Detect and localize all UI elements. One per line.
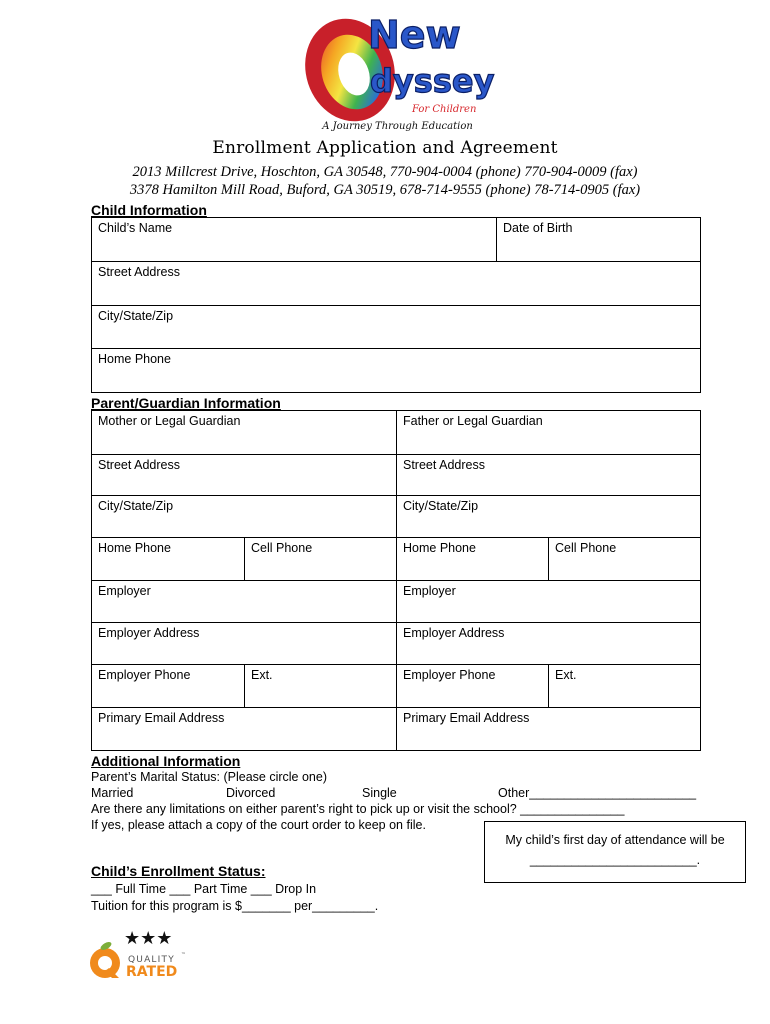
mother-home-phone-field[interactable]: [91, 537, 245, 581]
mother-street-label: Street Address: [98, 458, 180, 472]
enrollment-status-heading: Child’s Enrollment Status:: [91, 863, 266, 879]
child-phone-field[interactable]: [91, 348, 701, 393]
new-odyssey-logo: [300, 8, 495, 138]
father-employer-label: Employer: [403, 584, 456, 598]
mother-label: Mother or Legal Guardian: [98, 414, 241, 428]
mother-employer-address-field[interactable]: [91, 622, 397, 665]
enrollment-options[interactable]: ___ Full Time ___ Part Time ___ Drop In: [91, 882, 317, 896]
mother-employer-address-label: Employer Address: [98, 626, 200, 640]
dob-label: Date of Birth: [503, 221, 573, 235]
document-title: Enrollment Application and Agreement: [212, 138, 558, 158]
mother-email-label: Primary Email Address: [98, 711, 225, 725]
first-day-label: My child’s first day of attendance will be: [505, 833, 725, 847]
mother-city-field[interactable]: [91, 495, 397, 538]
marital-option-other[interactable]: Other________________________: [498, 786, 697, 800]
quality-rated-badge: [88, 928, 198, 984]
mother-employer-field[interactable]: [91, 580, 397, 623]
mother-home-phone-label: Home Phone: [98, 541, 171, 555]
father-ext-field[interactable]: [548, 664, 701, 708]
address-hoschton: 2013 Millcrest Drive, Hoschton, GA 30548, 770-904-0004 (phone) 770-904-0009 (fax): [132, 164, 638, 180]
limitations-question: Are there any limitations on either parent’s right to pick up or visit the school? _______________: [91, 802, 625, 816]
father-home-phone-field[interactable]: [396, 537, 549, 581]
mother-email-field[interactable]: [91, 707, 397, 751]
father-ext-label: Ext.: [555, 668, 577, 682]
marital-option-single[interactable]: Single: [362, 786, 397, 800]
svg-text:RATED: RATED: [126, 964, 178, 980]
svg-text:dyssey: dyssey: [370, 62, 495, 100]
father-cell-phone-field[interactable]: [548, 537, 701, 581]
dob-field[interactable]: [496, 217, 701, 262]
father-city-label: City/State/Zip: [403, 499, 479, 513]
mother-employer-phone-label: Employer Phone: [98, 668, 191, 682]
svg-text:For Children: For Children: [412, 104, 477, 115]
svg-text:QUALITY: QUALITY: [128, 955, 175, 965]
additional-info-heading: Additional Information: [91, 753, 241, 769]
father-home-phone-label: Home Phone: [403, 541, 476, 555]
child-street-label: Street Address: [98, 265, 180, 279]
mother-ext-field[interactable]: [244, 664, 397, 708]
father-street-label: Street Address: [403, 458, 485, 472]
marital-option-married[interactable]: Married: [91, 786, 134, 800]
child-phone-label: Home Phone: [98, 352, 171, 366]
first-day-blank: ________________________.: [529, 853, 701, 867]
father-label: Father or Legal Guardian: [403, 414, 543, 428]
child-city-label: City/State/Zip: [98, 309, 174, 323]
svg-text:★★★: ★★★: [124, 928, 173, 949]
mother-cell-phone-field[interactable]: [244, 537, 397, 581]
father-employer-address-field[interactable]: [396, 622, 701, 665]
father-employer-phone-field[interactable]: [396, 664, 549, 708]
marital-status-question: Parent’s Marital Status: (Please circle one): [91, 770, 327, 784]
mother-employer-label: Employer: [98, 584, 151, 598]
svg-text:New: New: [368, 13, 461, 57]
mother-city-label: City/State/Zip: [98, 499, 174, 513]
child-name-label: Child’s Name: [98, 221, 173, 235]
mother-cell-phone-label: Cell Phone: [251, 541, 313, 555]
father-city-field[interactable]: [396, 495, 701, 538]
mother-field[interactable]: [91, 410, 397, 455]
father-street-field[interactable]: [396, 454, 701, 496]
child-street-field[interactable]: [91, 261, 701, 306]
svg-text:™: ™: [181, 952, 186, 958]
mother-employer-phone-field[interactable]: [91, 664, 245, 708]
court-order-note: If yes, please attach a copy of the court order to keep on file.: [91, 818, 426, 832]
marital-option-divorced[interactable]: Divorced: [226, 786, 276, 800]
child-name-field[interactable]: [91, 217, 497, 262]
child-info-heading: Child Information: [91, 202, 207, 218]
father-email-label: Primary Email Address: [403, 711, 530, 725]
father-cell-phone-label: Cell Phone: [555, 541, 617, 555]
mother-street-field[interactable]: [91, 454, 397, 496]
first-day-attendance-box[interactable]: [484, 821, 746, 883]
mother-ext-label: Ext.: [251, 668, 273, 682]
parent-info-heading: Parent/Guardian Information: [91, 395, 281, 411]
child-city-field[interactable]: [91, 305, 701, 349]
father-employer-address-label: Employer Address: [403, 626, 505, 640]
father-employer-field[interactable]: [396, 580, 701, 623]
father-field[interactable]: [396, 410, 701, 455]
father-employer-phone-label: Employer Phone: [403, 668, 496, 682]
address-buford: 3378 Hamilton Mill Road, Buford, GA 30519, 678-714-9555 (phone) 78-714-0905 (fax): [129, 182, 641, 198]
father-email-field[interactable]: [396, 707, 701, 751]
tuition-line[interactable]: Tuition for this program is $_______ per_________.: [91, 899, 379, 913]
tagline: A Journey Through Education: [322, 121, 473, 132]
